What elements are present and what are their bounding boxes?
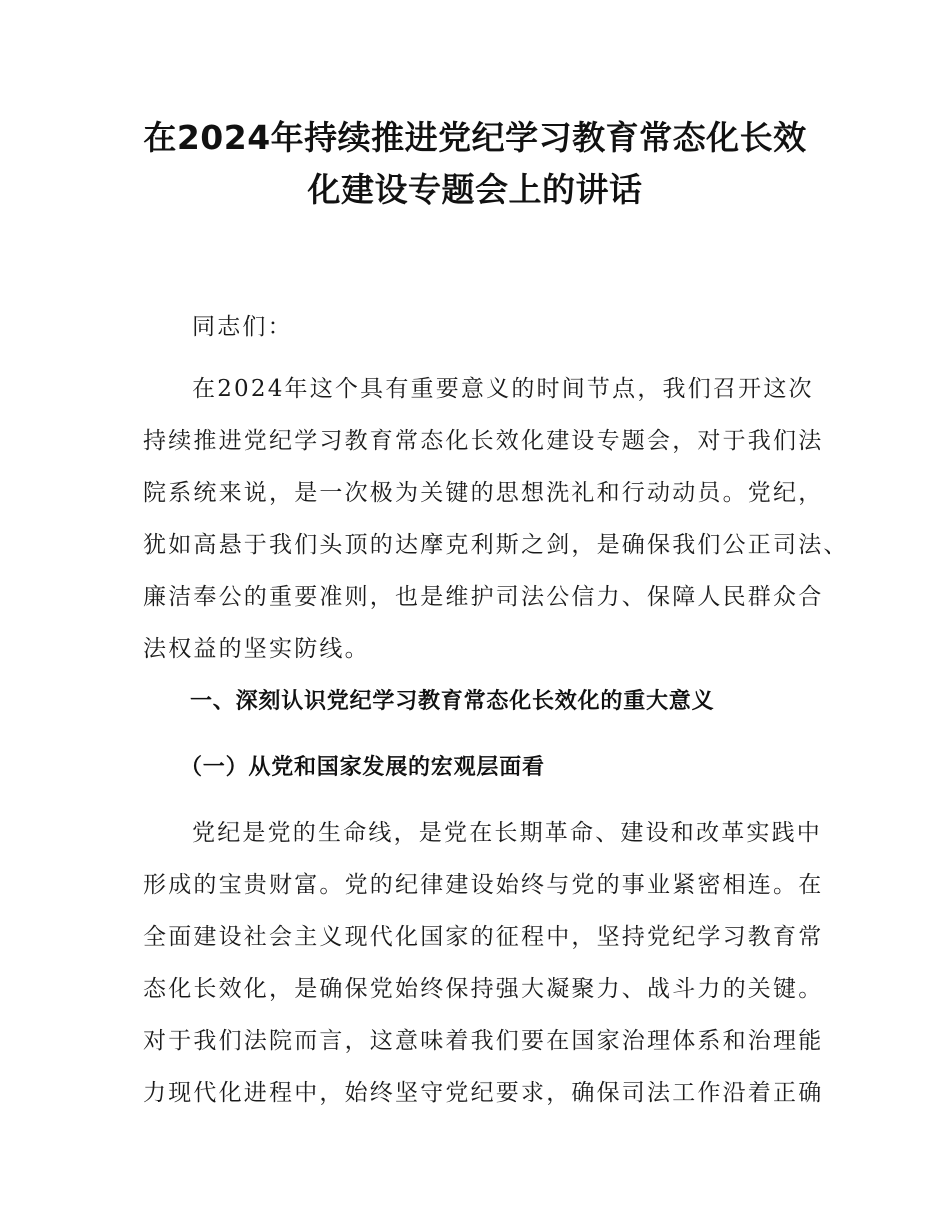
paragraph-line: 对于我们法院而言，这意味着我们要在国家治理体系和治理能: [143, 1028, 824, 1054]
paragraph-line: 态化长效化，是确保党始终保持强大凝聚力、战斗力的关键。: [143, 976, 824, 1002]
paragraph-line: 党纪是党的生命线，是党在长期革命、建设和改革实践中: [192, 820, 822, 846]
paragraph-line: 犹如高悬于我们头顶的达摩克利斯之剑，是确保我们公正司法、: [143, 532, 849, 558]
paragraph-line: 形成的宝贵财富。党的纪律建设始终与党的事业紧密相连。在: [143, 872, 824, 898]
title-line-2: 化建设专题会上的讲话: [307, 170, 643, 209]
subsection-heading: （一）从党和国家发展的宏观层面看: [180, 755, 545, 780]
section-heading: 一、深刻认识党纪学习教育常态化长效化的重大意义: [190, 689, 715, 714]
salutation: 同志们：: [192, 314, 293, 340]
paragraph-line: 院系统来说，是一次极为关键的思想洗礼和行动动员。党纪，: [143, 480, 824, 506]
paragraph-line: 全面建设社会主义现代化国家的征程中，坚持党纪学习教育常: [143, 924, 824, 950]
paragraph-line: 法权益的坚实防线。: [143, 636, 370, 662]
document-title: [120, 112, 830, 216]
paragraph-line: 力现代化进程中，始终坚守党纪要求，确保司法工作沿着正确: [143, 1080, 824, 1106]
paragraph-line: 持续推进党纪学习教育常态化长效化建设专题会，对于我们法: [143, 428, 824, 454]
title-line-1: 在2024年持续推进党纪学习教育常态化长效: [143, 118, 807, 157]
paragraph-line: 在2024年这个具有重要意义的时间节点，我们召开这次: [192, 376, 814, 402]
paragraph-line: 廉洁奉公的重要准则，也是维护司法公信力、保障人民群众合: [143, 584, 824, 610]
